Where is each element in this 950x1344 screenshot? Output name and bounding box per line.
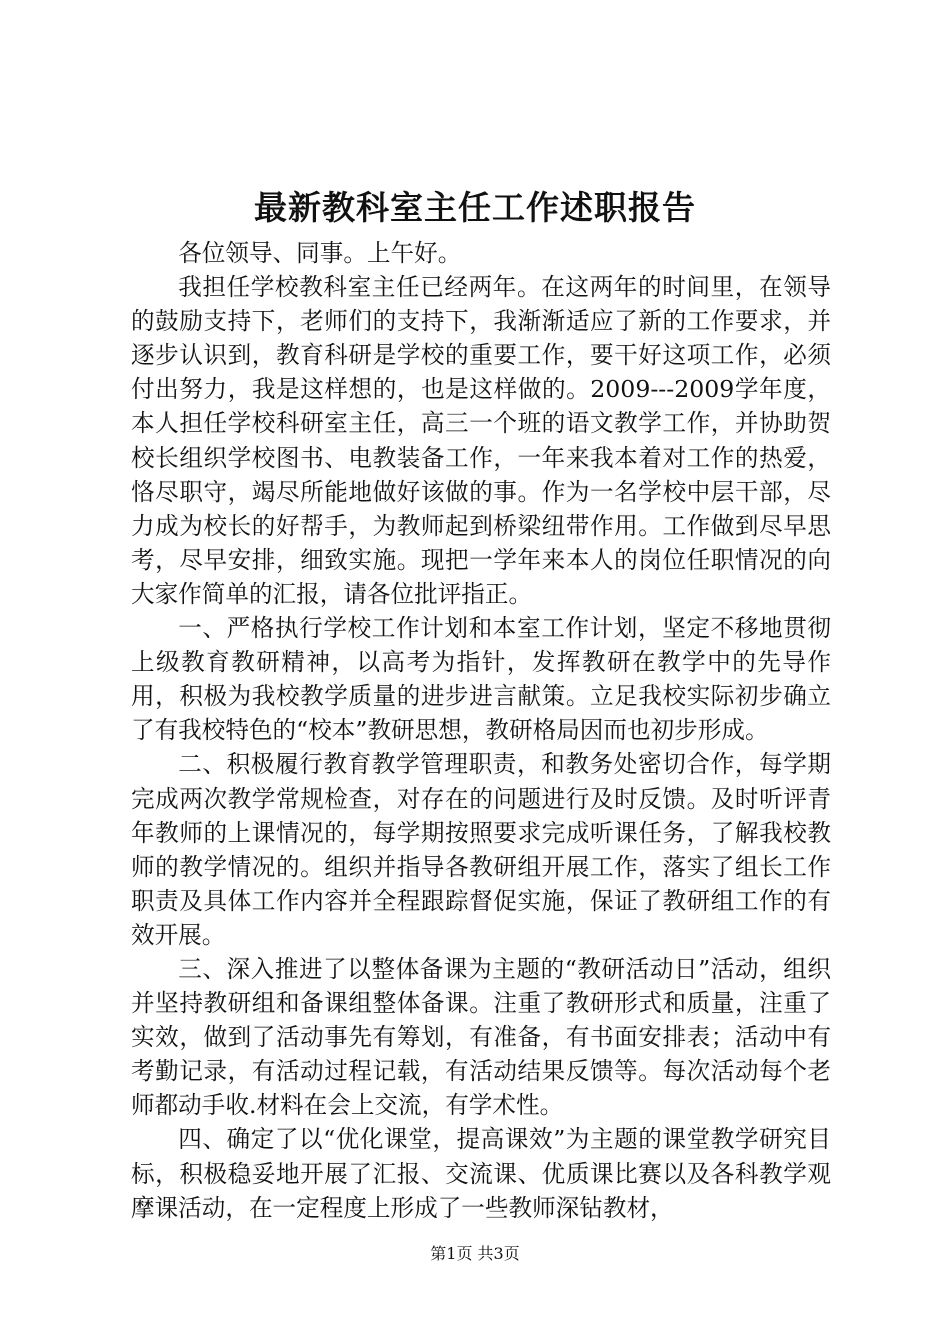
paragraph-section-2: 二、积极履行教育教学管理职责，和教务处密切合作，每学期完成两次教学常规检查，对存在的问题进行及时反馈。及时听评青年教师的上课情况的，每学期按照要求完成听课任务，了解我校教师的教学情况的。组织并指导各教研组开展工作，落实了组长工作职责及具体工作内容并全程跟踪督促实施，保证了教研组工作的有效开展。 bbox=[131, 750, 831, 949]
page-footer: 第1页 共3页 bbox=[430, 1244, 520, 1263]
paragraph-intro: 我担任学校教科室主任已经两年。在这两年的时间里，在领导的鼓励支持下，老师们的支持下，我渐渐适应了新的工作要求，并逐步认识到，教育科研是学校的重要工作，要干好这项工作，必须付出努力，我是这样想的，也是这样做的。2009---2009学年度，本人担任学校科研室主任，高三一个班的语文教学工作，并协助贺校长组织学校图书、电教装备工作，一年来我本着对工作的热爱，恪尽职守，竭尽所能地做好该做的事。作为一名学校中层干部，尽力成为校长的好帮手，为教师起到桥梁纽带作用。工作做到尽早思考，尽早安排，细致实施。现把一学年来本人的岗位任职情况的向大家作简单的汇报，请各位批评指正。 bbox=[131, 273, 831, 608]
paragraph-section-3: 三、深入推进了以整体备课为主题的“教研活动日”活动，组织并坚持教研组和备课组整体备课。注重了教研形式和质量，注重了实效，做到了活动事先有筹划，有准备，有书面安排表；活动中有考勤记录，有活动过程记载，有活动结果反馈等。每次活动每个老师都动手收.材料在会上交流，有学术性。 bbox=[131, 954, 831, 1120]
paragraph-section-4: 四、确定了以“优化课堂，提高课效”为主题的课堂教学研究目标，积极稳妥地开展了汇报、交流课、优质课比赛以及各科教学观摩课活动，在一定程度上形成了一些教师深钻教材， bbox=[131, 1125, 831, 1222]
paragraph-greeting: 各位领导、同事。上午好。 bbox=[178, 239, 462, 267]
paragraph-section-1: 一、严格执行学校工作计划和本室工作计划，坚定不移地贯彻上级教育教研精神，以高考为指针，发挥教研在教学中的先导作用，积极为我校教学质量的进步进言献策。立足我校实际初步确立了有我校特色的“校本”教研思想，教研格局因而也初步形成。 bbox=[131, 614, 831, 745]
document-title: 最新教科室主任工作述职报告 bbox=[254, 188, 696, 227]
document-body bbox=[131, 236, 831, 1225]
